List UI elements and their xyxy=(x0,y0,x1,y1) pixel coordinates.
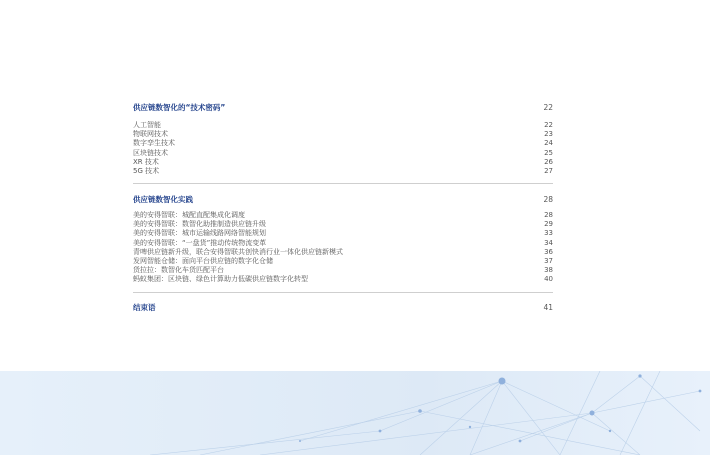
section-items-practice xyxy=(133,211,553,285)
toc-item[interactable] xyxy=(133,257,553,266)
toc-item-page: 24 xyxy=(544,139,553,148)
toc-item-page: 29 xyxy=(544,220,553,229)
section-title: 供应链数智化实践 xyxy=(133,194,193,204)
toc-item-label: 美的安得智联：“一盘货”推动传统物流变革 xyxy=(133,238,267,247)
section-items-tech xyxy=(133,121,553,176)
toc-item[interactable] xyxy=(133,130,553,139)
toc-item[interactable] xyxy=(133,211,553,220)
toc-item-page: 38 xyxy=(544,266,553,275)
toc-item-page: 26 xyxy=(544,157,553,166)
toc-item[interactable] xyxy=(133,158,553,167)
toc-item[interactable] xyxy=(133,229,553,238)
section-heading-practice[interactable] xyxy=(133,193,553,205)
toc-item-page: 25 xyxy=(544,148,553,157)
toc-item-label: 5G 技术 xyxy=(133,166,160,175)
toc-item-label: 数字孪生技术 xyxy=(133,139,175,148)
toc-item[interactable] xyxy=(133,139,553,148)
toc-item[interactable] xyxy=(133,167,553,176)
network-background-art xyxy=(0,371,710,455)
toc-item-page: 23 xyxy=(544,130,553,139)
section-divider xyxy=(133,183,553,184)
toc-item-label: 美的安得智联：数智化助推制造供应链升级 xyxy=(133,220,266,229)
toc-item-label: 青啤供应链新升级，联合安得智联共创快消行业一体化供应链新模式 xyxy=(133,247,343,256)
section-title: 供应链数智化的“技术密码” xyxy=(133,102,226,112)
toc-item[interactable] xyxy=(133,248,553,257)
toc-item[interactable] xyxy=(133,266,553,275)
section-heading-conclusion[interactable] xyxy=(133,301,553,313)
toc-item-page: 34 xyxy=(544,238,553,247)
toc-item[interactable] xyxy=(133,220,553,229)
toc-item-page: 33 xyxy=(544,229,553,238)
toc-item-page: 27 xyxy=(544,166,553,175)
toc-item-label: 美的安得智联：城配直配集成化调度 xyxy=(133,211,245,219)
section-divider xyxy=(133,292,553,293)
toc-item-label: 区块链技术 xyxy=(133,148,168,157)
toc-item-page: 40 xyxy=(544,275,553,284)
toc-item-label: 物联网技术 xyxy=(133,130,168,139)
toc-item-label: 货拉拉：数智化车货匹配平台 xyxy=(133,266,224,275)
toc-item[interactable] xyxy=(133,121,553,130)
section-page: 22 xyxy=(543,102,553,112)
toc-item-label: 美的安得智联：城市运输线路网络智能规划 xyxy=(133,229,266,238)
toc-item[interactable] xyxy=(133,275,553,284)
toc-item-page: 28 xyxy=(544,211,553,219)
section-page: 41 xyxy=(543,302,553,312)
toc-item-label: 蚂蚁集团：区块链、绿色计算助力低碳供应链数字化转型 xyxy=(133,275,308,284)
toc-item-label: 发网智能仓储：面向平台供应链的数字化仓储 xyxy=(133,256,273,265)
toc-item[interactable] xyxy=(133,239,553,248)
section-title: 结束语 xyxy=(133,302,156,312)
toc-item[interactable] xyxy=(133,149,553,158)
toc-item-page: 36 xyxy=(544,247,553,256)
toc-item-page: 37 xyxy=(544,256,553,265)
section-heading-tech[interactable] xyxy=(133,101,553,113)
toc-item-label: 人工智能 xyxy=(133,121,161,129)
toc-item-page: 22 xyxy=(544,121,553,129)
toc-item-label: XR 技术 xyxy=(133,157,159,166)
section-page: 28 xyxy=(543,194,553,204)
